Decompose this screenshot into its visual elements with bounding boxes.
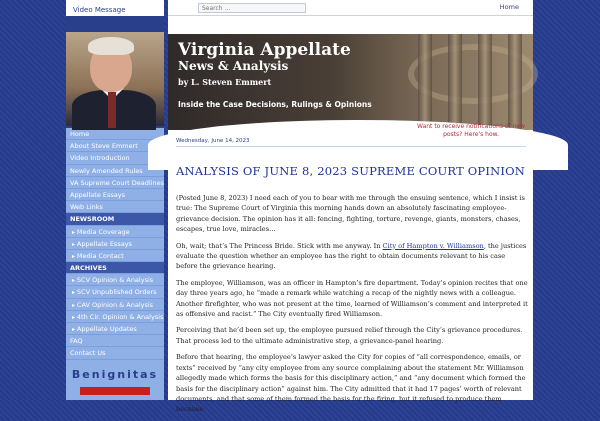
home-link[interactable]: Home — [499, 3, 519, 11]
nav-item[interactable]: ▸ 4th Cir. Opinion & Analysis — [66, 311, 164, 323]
nav-item[interactable]: VA Supreme Court Deadlines — [66, 177, 164, 189]
nav-item[interactable]: ▸ CAV Opinion & Analysis — [66, 299, 164, 311]
post-paragraph: Before that hearing, the employee’s lawyer asked the City for copies of “all correspondence, emails, or texts” received by “any city employee from any source complaining about the statement Mr. Williamson allegedly made which forms the basis for this disciplinary action,” and “any document which formed the basis for the disciplinary action” against him. The City admitted that it had 17 pages’ worth of relevant documents, and that some of them formed the basis for the firing, but it refused to produce them because — [176, 353, 526, 414]
nav-item[interactable]: Newly Amended Rules — [66, 165, 164, 177]
post-body — [176, 193, 528, 421]
right-background — [537, 0, 600, 400]
nav-item[interactable]: FAQ — [66, 335, 164, 347]
site-tagline: Inside the Case Decisions, Rulings & Opinions — [178, 100, 372, 109]
nav-item[interactable]: ▸ Media Coverage — [66, 226, 164, 238]
banner-column — [508, 34, 522, 130]
site-title: Virginia Appellate — [178, 40, 351, 60]
date-divider — [176, 146, 526, 147]
banner-column — [478, 34, 492, 130]
sidebar-spacer — [66, 18, 164, 32]
sponsor-banner[interactable] — [80, 387, 150, 395]
nav-item[interactable]: Home — [66, 128, 164, 140]
post-title[interactable]: ANALYSIS OF JUNE 8, 2023 SUPREME COURT OPINION — [175, 164, 526, 178]
nav-item[interactable]: ▸ Media Contact — [66, 250, 164, 262]
nav-item[interactable]: ▸ SCV Opinion & Analysis — [66, 274, 164, 286]
case-link[interactable]: City of Hampton v. Williamson — [382, 241, 484, 250]
nav-item[interactable]: About Steve Emmert — [66, 140, 164, 152]
post-date: Wednesday, June 14, 2023 — [176, 138, 250, 144]
nav-item[interactable]: ▸ Appellate Essays — [66, 238, 164, 250]
sidebar — [66, 0, 164, 400]
nav-section-header: ARCHIVES — [66, 262, 164, 274]
nav-item[interactable]: Appellate Essays — [66, 189, 164, 201]
sponsor-logo[interactable]: Benignitas — [71, 367, 159, 381]
post-paragraph: Perceiving that he’d been set up, the employee pursued relief through the City’s grievance procedures. That process led to the ultimate administrative step, a grievance-panel hearing. — [176, 326, 523, 345]
paragraph-text: Oh, wait; that’s The Princess Bride. Stick with me anyway. In — [176, 241, 383, 250]
paragraph-text: , the justices evaluate the question whether an employee has the right to obtain documents relevant to his case before the grievance hearing. — [176, 241, 527, 271]
post-paragraph — [176, 241, 528, 272]
site-banner[interactable] — [168, 34, 533, 130]
nav-item[interactable]: Web Links — [66, 201, 164, 213]
banner-column — [418, 34, 432, 130]
nav-item[interactable]: Contact Us — [66, 347, 164, 359]
notification-link[interactable]: Want to receive notifications of new posts? Here's how. — [417, 123, 525, 138]
site-byline: by L. Steven Emmert — [178, 77, 272, 87]
nav-item[interactable]: Video Introduction — [66, 152, 164, 164]
post-paragraph: (Posted June 8, 2023) I need each of you to bear with me through the ensuing sentence, which I insist is true: The Supreme Court of Virginia this morning hands down an absolutely fascinating employee-grievance decision. The opinion has it all: fencing, fighting, torture, revenge, giants, monsters, chases, escapes, true love, miracles… — [176, 194, 525, 234]
search-input[interactable] — [198, 3, 306, 13]
author-photo — [66, 32, 164, 128]
photo-tie — [108, 92, 116, 128]
post-paragraph: The employee, Williamson, was an officer in Hampton’s fire department. Today’s opinion recites that one day three years ago, he “made a remark while watching a recap of the nightly news with a colleague. Another firefighter, who was not present at the time, learned of Williamson’s comment and interpreted it as offensive and racist.” The City eventually fired Williamson. — [176, 278, 528, 319]
site-subtitle: News & Analysis — [178, 59, 289, 73]
banner-column — [448, 34, 462, 130]
main-content — [168, 0, 533, 414]
nav-section-header: NEWSROOM — [66, 213, 164, 225]
photo-hair — [88, 37, 134, 55]
nav-item[interactable]: ▸ Appellate Updates — [66, 323, 164, 335]
search-bar — [168, 0, 533, 16]
video-message-link[interactable]: Video Message — [66, 0, 164, 18]
nav-item[interactable]: ▸ SCV Unpublished Orders — [66, 286, 164, 298]
